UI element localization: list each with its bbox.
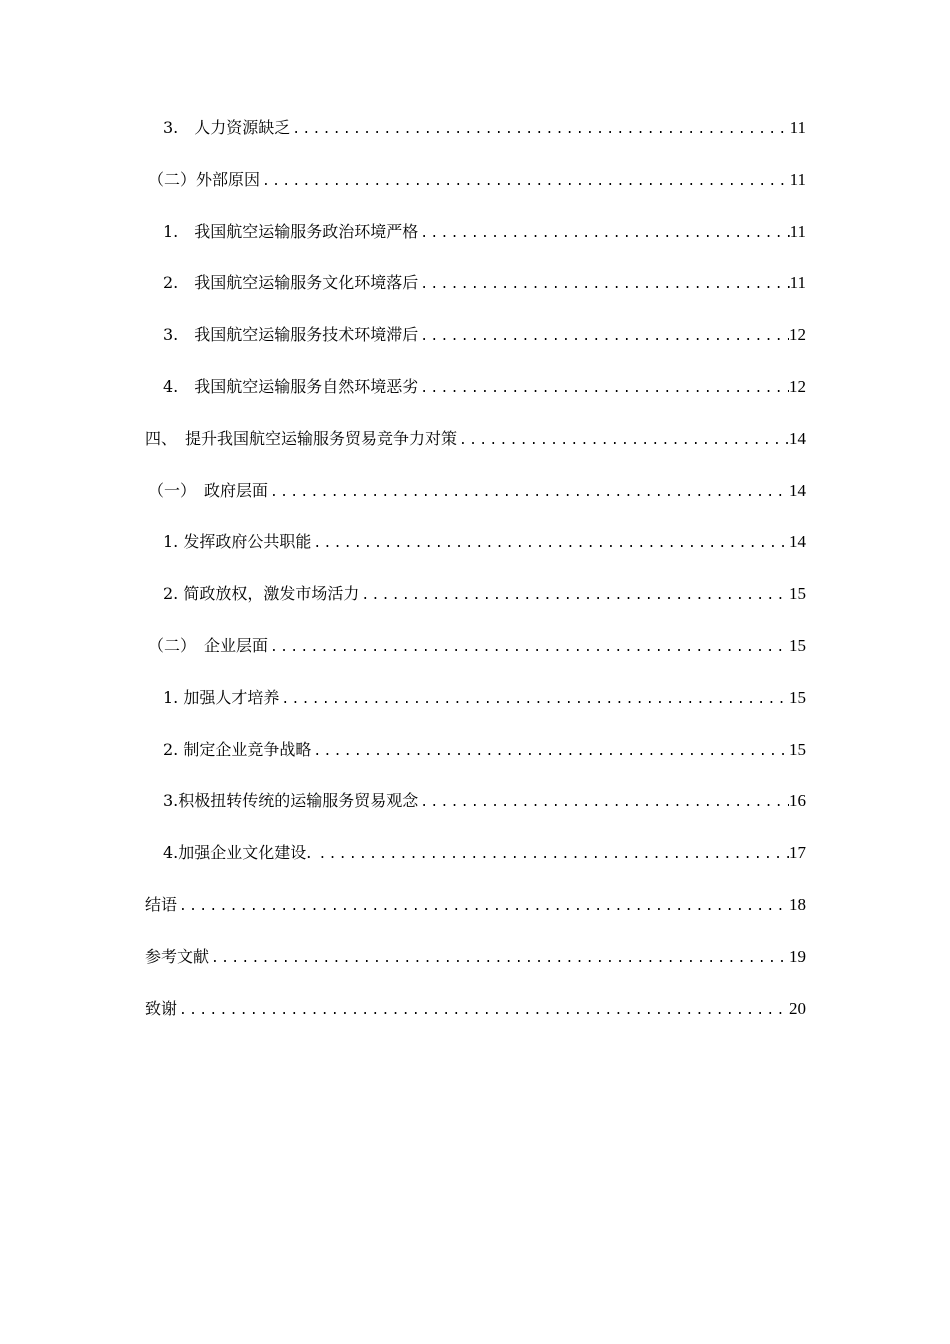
toc-entry[interactable] xyxy=(0,207,950,259)
toc-leader-dots xyxy=(311,533,789,555)
toc-entry-title: 3.积极扭转传统的运输服务贸易观念 xyxy=(163,791,419,811)
toc-entry-title: 参考文献 xyxy=(145,946,210,966)
toc-leader-dots xyxy=(177,1000,789,1022)
toc-entry[interactable] xyxy=(0,673,950,725)
toc-entry-title: 结语 xyxy=(145,894,178,914)
toc-entry[interactable] xyxy=(0,932,950,984)
toc-entry-title: 4. 我国航空运输服务自然环境恶劣 xyxy=(163,376,419,396)
toc-entry[interactable] xyxy=(0,776,950,828)
toc-entry-title: 2. 制定企业竞争战略 xyxy=(163,739,312,759)
toc-entry[interactable] xyxy=(0,414,950,466)
toc-page-number: 15 xyxy=(789,739,806,759)
toc-entry[interactable] xyxy=(0,362,950,414)
toc-entry[interactable] xyxy=(0,258,950,310)
toc-leader-dots xyxy=(311,741,789,763)
toc-entry-title: 3. 我国航空运输服务技术环境滞后 xyxy=(163,325,419,345)
toc-page-number: 12 xyxy=(789,325,806,345)
toc-leader-dots xyxy=(418,223,789,245)
toc-leader-dots xyxy=(418,326,789,348)
toc-entry-title: （二） 企业层面 xyxy=(148,635,269,655)
toc-page-number: 14 xyxy=(789,480,806,500)
toc-page-number: 15 xyxy=(789,635,806,655)
toc-entry-title: 1. 我国航空运输服务政治环境严格 xyxy=(163,221,419,241)
toc-page-number: 11 xyxy=(789,273,806,293)
toc-entry[interactable] xyxy=(0,569,950,621)
toc-page-number: 17 xyxy=(789,843,806,863)
toc-entry-title: 1. 加强人才培养 xyxy=(163,687,280,707)
toc-page-number: 18 xyxy=(789,894,806,914)
toc-entry-title: 4.加强企业文化建设. xyxy=(163,843,317,863)
toc-leader-dots xyxy=(418,274,789,296)
toc-entry[interactable] xyxy=(0,517,950,569)
toc-leader-dots xyxy=(209,948,789,970)
toc-entry[interactable] xyxy=(0,103,950,155)
toc-page-number: 15 xyxy=(789,687,806,707)
toc-page-number: 14 xyxy=(789,532,806,552)
toc-entry[interactable] xyxy=(0,466,950,518)
toc-entry[interactable] xyxy=(0,725,950,777)
toc-entry[interactable] xyxy=(0,621,950,673)
toc-leader-dots xyxy=(359,585,789,607)
toc-entry[interactable] xyxy=(0,155,950,207)
toc-leader-dots xyxy=(279,689,789,711)
toc-page-number: 20 xyxy=(789,998,806,1018)
toc-leader-dots xyxy=(268,482,789,504)
toc-entry[interactable] xyxy=(0,310,950,362)
toc-leader-dots xyxy=(177,896,789,918)
toc-page-number: 12 xyxy=(789,376,806,396)
toc-page-number: 16 xyxy=(789,791,806,811)
toc-entry-title: （一） 政府层面 xyxy=(148,480,269,500)
table-of-contents xyxy=(0,103,950,1035)
toc-leader-dots xyxy=(418,378,789,400)
toc-entry[interactable] xyxy=(0,880,950,932)
toc-page-number: 11 xyxy=(789,169,806,189)
toc-leader-dots xyxy=(290,119,789,141)
toc-leader-dots xyxy=(268,637,789,659)
toc-leader-dots xyxy=(260,171,790,193)
toc-entry-title: 1. 发挥政府公共职能 xyxy=(163,532,312,552)
toc-entry-title: 3. 人力资源缺乏 xyxy=(163,118,291,137)
toc-entry[interactable] xyxy=(0,828,950,880)
toc-entry[interactable] xyxy=(0,984,950,1036)
toc-page-number: 11 xyxy=(789,118,806,137)
toc-leader-dots xyxy=(418,792,789,814)
toc-leader-dots xyxy=(316,844,789,866)
toc-page-number: 11 xyxy=(789,221,806,241)
toc-page-number: 14 xyxy=(789,428,806,448)
toc-entry-title: 2. 我国航空运输服务文化环境落后 xyxy=(163,273,419,293)
toc-entry-title: 2. 简政放权，激发市场活力 xyxy=(163,584,360,604)
toc-page-number: 15 xyxy=(789,584,806,604)
toc-page-number: 19 xyxy=(789,946,806,966)
toc-entry-title: 四、 提升我国航空运输服务贸易竞争力对策 xyxy=(145,428,458,448)
toc-leader-dots xyxy=(457,430,789,452)
toc-entry-title: （二）外部原因 xyxy=(148,169,261,189)
toc-entry-title: 致谢 xyxy=(145,998,178,1018)
